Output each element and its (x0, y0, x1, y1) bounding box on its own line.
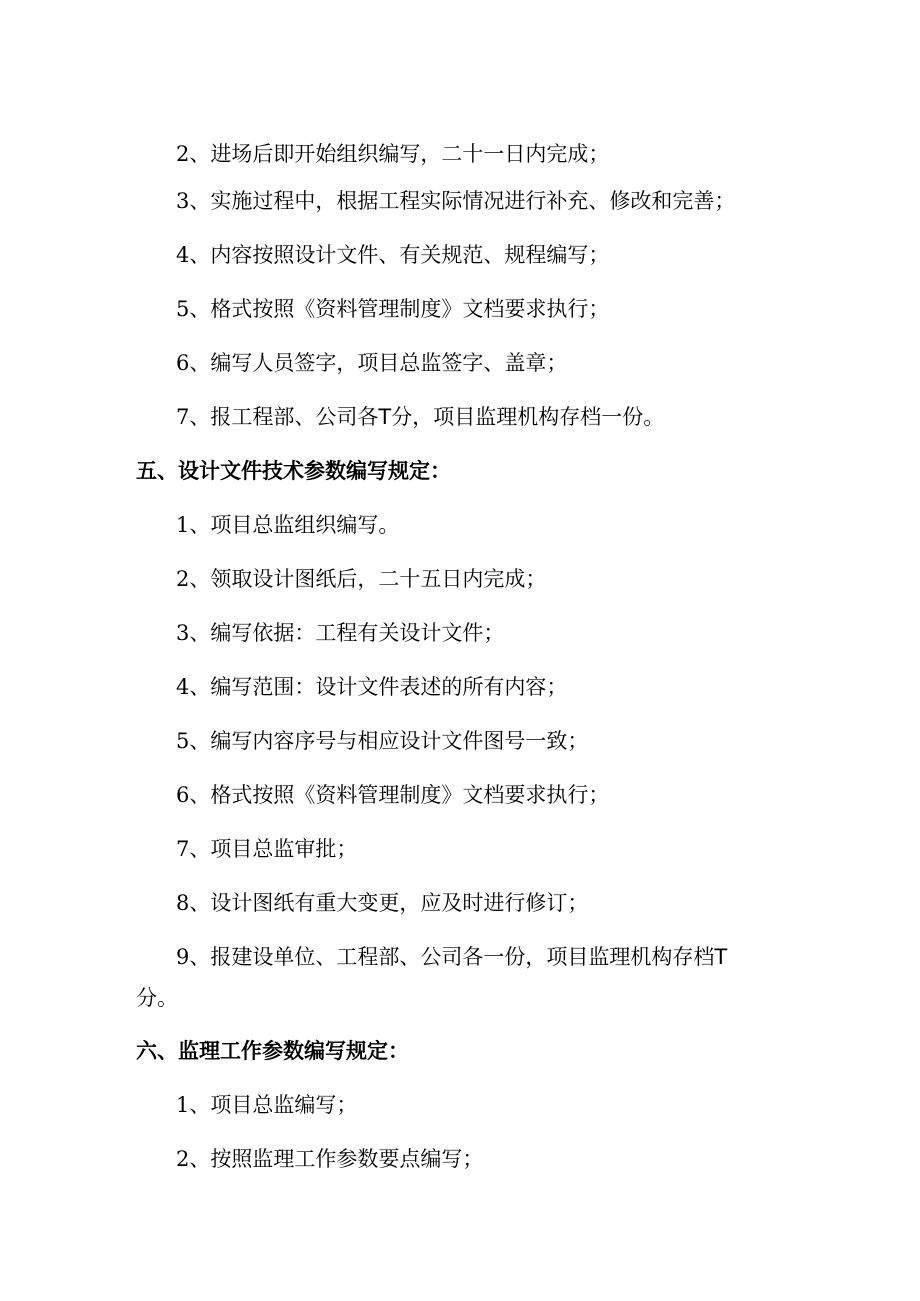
list-item (176, 943, 727, 971)
list-item (176, 511, 399, 539)
item-text: 、编写范围：设计文件表述的所有内容； (189, 675, 568, 699)
item-text: 、实施过程中，根据工程实际情况进行补充、修改和完善； (189, 189, 736, 213)
section-heading: 五、设计文件技术参数编写规定： (136, 459, 451, 483)
item-number: 6 (176, 783, 190, 807)
list-item (176, 619, 504, 647)
item-number: 3 (176, 189, 190, 213)
item-text: 、编写内容序号与相应设计文件图号一致； (189, 729, 589, 753)
item-number: 6 (176, 351, 190, 375)
list-item (176, 781, 609, 809)
list-item (176, 349, 567, 377)
item-text: 、进场后即开始组织编写，二十一日内完成； (189, 142, 610, 166)
item-text: 、编写人员签字，项目总监签字、盖章； (189, 351, 568, 375)
item-number: 7 (176, 405, 190, 429)
item-number: 2 (176, 567, 190, 591)
list-item (176, 889, 588, 917)
item-text: 、报建设单位、工程部、公司各一份，项目监理机构存档T (189, 945, 728, 969)
item-number: 1 (176, 1093, 190, 1117)
list-item (176, 565, 546, 593)
list-item (176, 295, 609, 323)
item-text: 、格式按照《资料管理制度》文档要求执行； (189, 783, 610, 807)
item-number: 5 (176, 729, 190, 753)
item-text: 、格式按照《资料管理制度》文档要求执行； (189, 297, 610, 321)
item-number: 1 (176, 513, 190, 537)
item-text: 、内容按照设计文件、有关规范、规程编写； (189, 243, 610, 267)
item-text: 、编写依据：工程有关设计文件； (189, 621, 505, 645)
list-item (176, 1091, 357, 1119)
list-item (176, 241, 609, 269)
list-item (176, 140, 609, 168)
item-number: 2 (176, 1147, 190, 1171)
item-number: 9 (176, 945, 190, 969)
item-text: 、项目总监组织编写。 (189, 513, 400, 537)
item-text: 、按照监理工作参数要点编写； (189, 1147, 484, 1171)
item-text: 、设计图纸有重大变更，应及时进行修订； (189, 891, 589, 915)
item-number: 8 (176, 891, 190, 915)
item-number: 7 (176, 837, 190, 861)
item-number: 4 (176, 243, 190, 267)
item-number: 3 (176, 621, 190, 645)
item-number: 4 (176, 675, 190, 699)
list-item (176, 187, 735, 215)
list-item (176, 673, 567, 701)
item-number: 5 (176, 297, 190, 321)
list-item (176, 1145, 483, 1173)
item-text: 、报工程部、公司各T分，项目监理机构存档一份。 (189, 405, 665, 429)
item-text: 、项目总监审批； (189, 837, 358, 861)
list-item (176, 403, 664, 431)
section-heading: 六、监理工作参数编写规定： (136, 1039, 409, 1063)
item-number: 2 (176, 142, 190, 166)
list-item (176, 835, 357, 863)
list-item (176, 727, 588, 755)
item-text: 、领取设计图纸后，二十五日内完成； (189, 567, 547, 591)
item-text: 、项目总监编写； (189, 1093, 358, 1117)
list-item-continuation: 分。 (136, 986, 178, 1010)
